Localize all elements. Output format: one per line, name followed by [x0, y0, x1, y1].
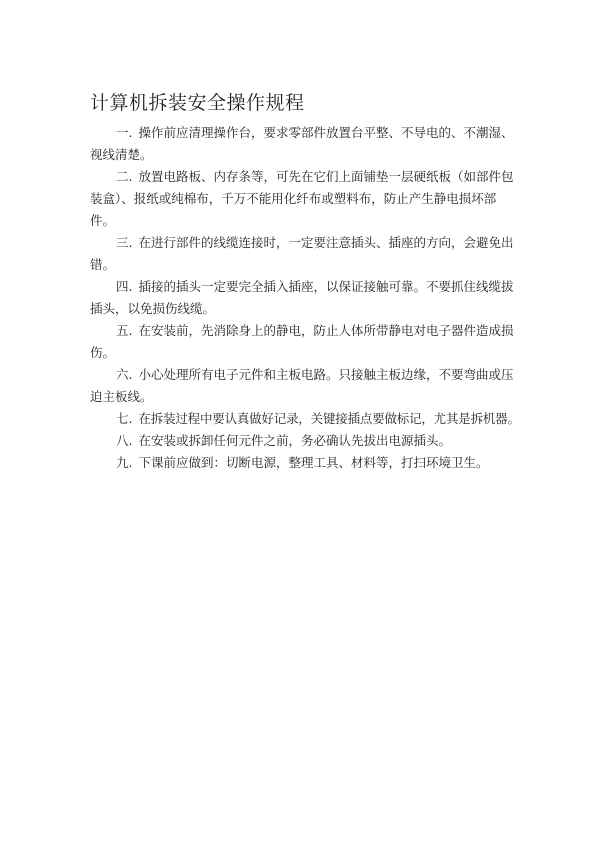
- rule-text: 下课前应做到：切断电源，整理工具、材料等，打扫环境卫生。: [138, 455, 489, 470]
- rule-item: [90, 232, 520, 276]
- rule-number: 四.: [116, 279, 133, 294]
- rule-item: [90, 364, 520, 408]
- rule-item: [90, 166, 520, 232]
- rule-text: 在进行部件的线缆连接时，一定要注意插头、插座的方向，会避免出错。: [90, 235, 514, 272]
- rule-text: 插接的插头一定要完全插入插座，以保证接触可靠。不要抓住线缆拔插头，以免损伤线缆。: [90, 279, 514, 316]
- rule-text: 在拆装过程中要认真做好记录，关键接插点要做标记，尤其是拆机器。: [138, 411, 520, 426]
- rule-text: 操作前应清理操作台，要求零部件放置台平整、不导电的、不潮湿、视线清楚。: [90, 125, 514, 162]
- rule-item: [90, 452, 520, 474]
- rule-number: 三.: [116, 235, 133, 250]
- rule-number: 九.: [116, 455, 133, 470]
- document-title: 计算机拆装安全操作规程: [90, 92, 305, 114]
- rule-item: [90, 320, 520, 364]
- rule-number: 二.: [116, 169, 133, 184]
- rule-item: [90, 408, 520, 430]
- rule-number: 五.: [116, 323, 133, 338]
- rule-number: 七.: [116, 411, 133, 426]
- rule-text: 在安装前，先消除身上的静电，防止人体所带静电对电子器件造成损伤。: [90, 323, 514, 360]
- rules-list: [90, 122, 520, 474]
- rule-item: [90, 122, 520, 166]
- rule-number: 一.: [116, 125, 133, 140]
- rule-text: 在安装或拆卸任何元件之前，务必确认先拔出电源插头。: [138, 433, 451, 448]
- rule-text: 放置电路板、内存条等，可先在它们上面铺垫一层硬纸板（如部件包装盒）、报纸或纯棉布，千万不能用化纤布或塑料布，防止产生静电损坏部件。: [90, 169, 514, 228]
- rule-item: [90, 276, 520, 320]
- rule-number: 八.: [116, 433, 133, 448]
- rule-text: 小心处理所有电子元件和主板电路。只接触主板边缘，不要弯曲或压迫主板线。: [90, 367, 514, 404]
- rule-number: 六.: [116, 367, 133, 382]
- rule-item: [90, 430, 520, 452]
